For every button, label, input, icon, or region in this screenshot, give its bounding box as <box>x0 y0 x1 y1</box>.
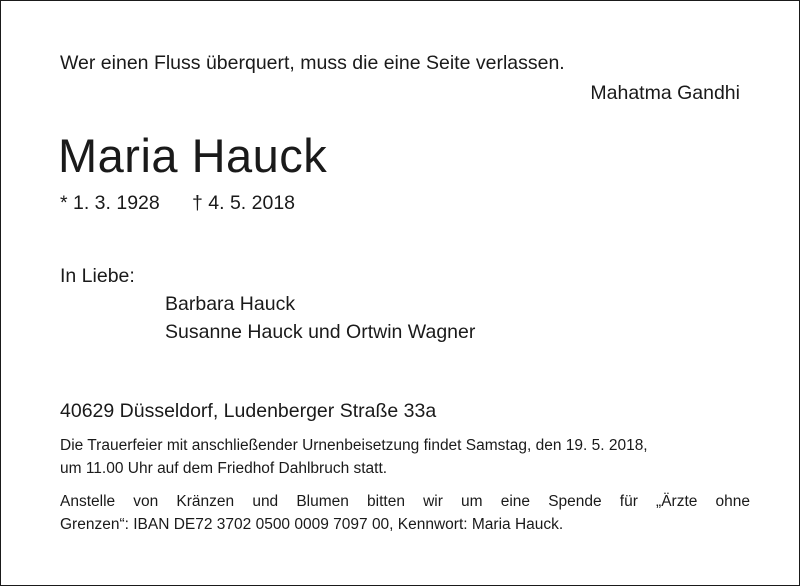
donation-line: Anstelle von Kränzen und Blumen bitten wir um eine Spende für „Ärzte ohne <box>60 493 750 510</box>
quote-text: Wer einen Fluss überquert, muss die eine Seite verlassen. <box>60 52 565 74</box>
deceased-name: Maria Hauck <box>58 129 328 182</box>
address: 40629 Düsseldorf, Ludenberger Straße 33a <box>60 400 437 422</box>
mourner-name: Susanne Hauck und Ortwin Wagner <box>165 321 476 343</box>
ceremony-line: Die Trauerfeier mit anschließender Urnenbeisetzung findet Samstag, den 19. 5. 2018, <box>60 437 648 454</box>
death-date: † 4. 5. 2018 <box>192 192 296 214</box>
mourner-name: Barbara Hauck <box>165 293 296 315</box>
ceremony-line: um 11.00 Uhr auf dem Friedhof Dahlbruch statt. <box>60 460 388 477</box>
donation-line: Grenzen“: IBAN DE72 3702 0500 0009 7097 00, Kennwort: Maria Hauck. <box>60 516 564 533</box>
donation-paragraph <box>60 490 750 536</box>
birth-date: * 1. 3. 1928 <box>60 192 160 214</box>
quote-author: Mahatma Gandhi <box>590 82 740 104</box>
ceremony-paragraph <box>60 434 750 480</box>
mourners-intro: In Liebe: <box>60 265 135 287</box>
